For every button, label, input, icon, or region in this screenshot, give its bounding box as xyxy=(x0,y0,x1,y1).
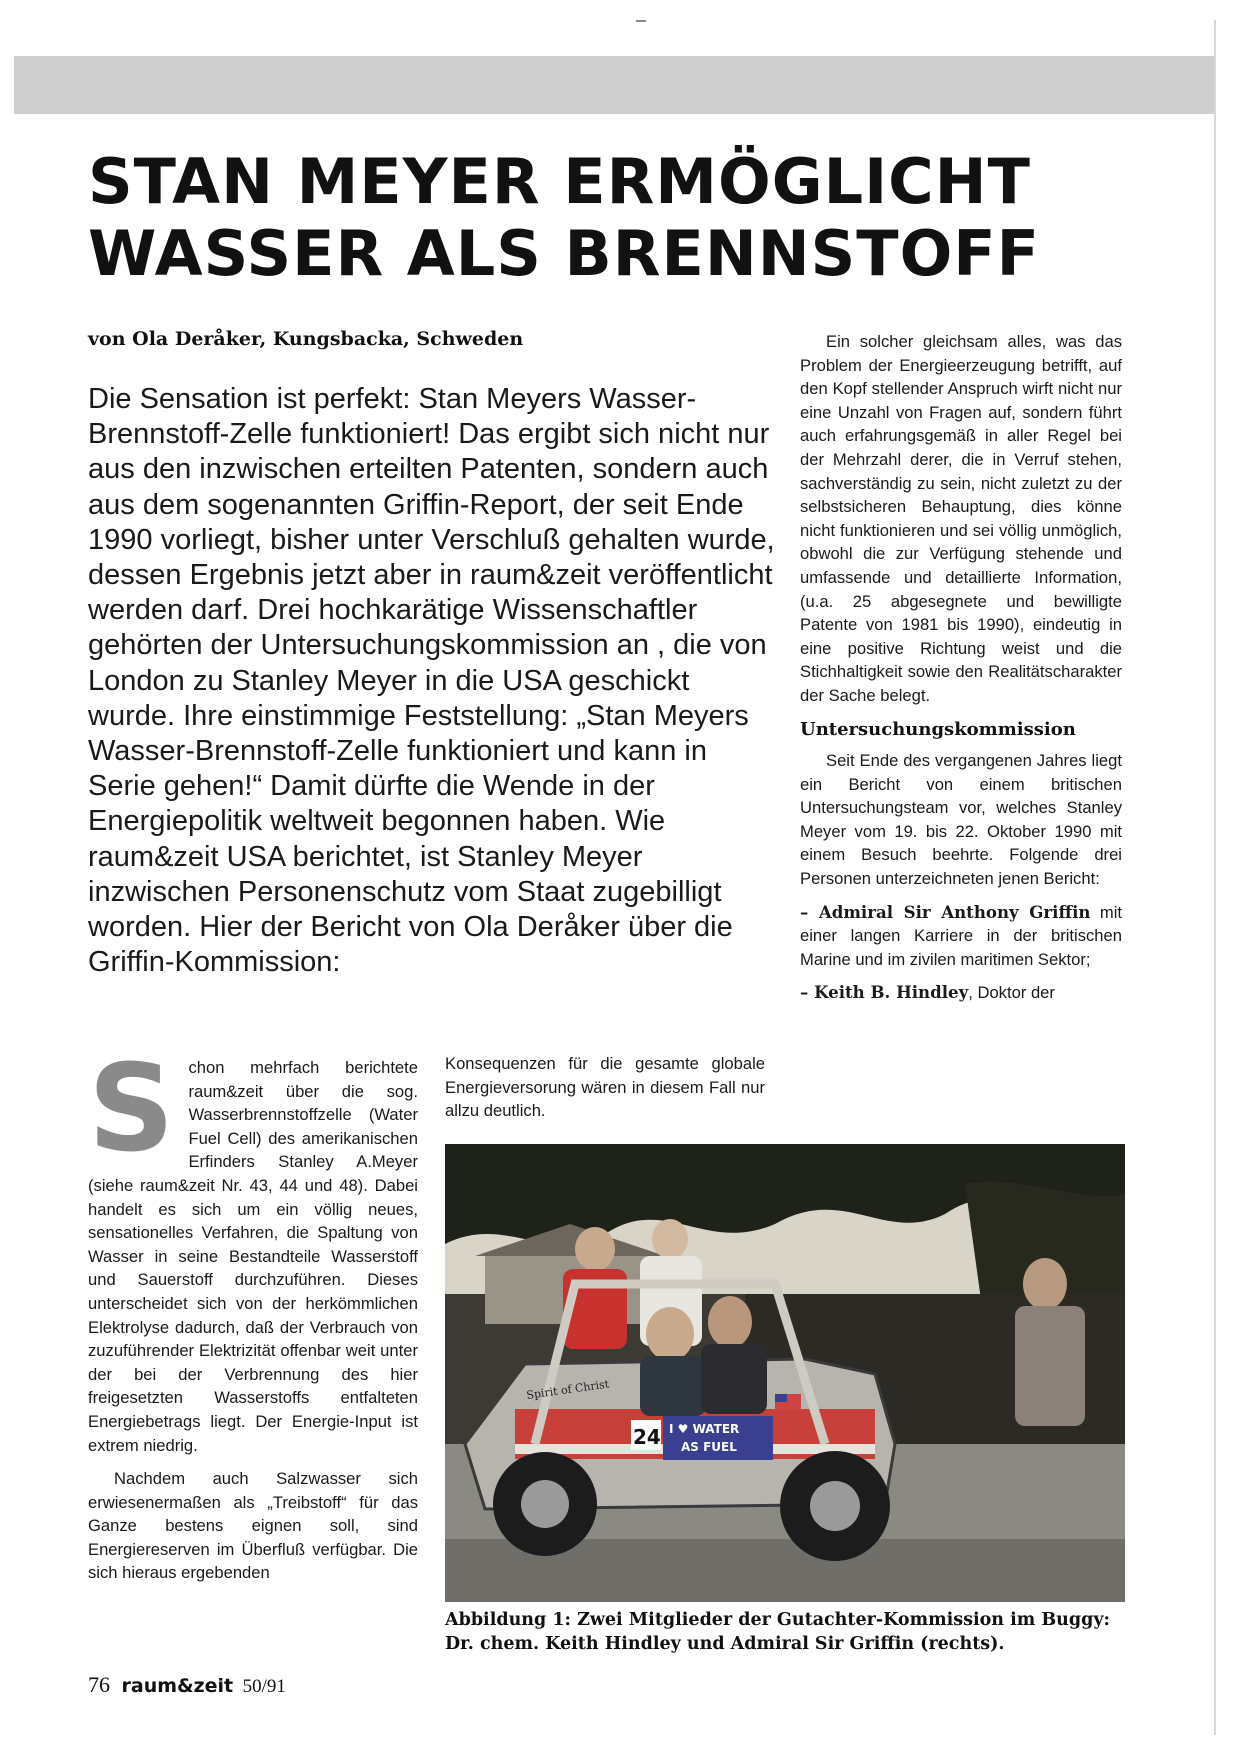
author-byline: von Ola Deråker, Kungsbacka, Schweden xyxy=(88,328,524,350)
issue-number: 50/91 xyxy=(242,1676,286,1697)
magazine-logo: raum&zeit xyxy=(121,1675,234,1697)
body-column-1 xyxy=(88,1040,418,1595)
lead-paragraph: Die Sensation ist perfekt: Stan Meyers Wasser-Brennstoff-Zelle funktioniert! Das ergibt sich nicht nur aus den inzwischen erteilten Patenten, sondern auch aus dem sogenannten Griffin-Report, der seit Ende 1990 vorliegt, bisher unter Verschluß gehalten wurde, dessen Ergebnis jetzt aber in raum&zeit veröffentlicht werden darf. Drei hochkarätige Wissenschaftler gehörten der Untersuchungskommission an , die von London zu Stanley Meyer in die USA geschickt wurde. Ihre einstimmige Feststellung: „Stan Meyers Wasser-Brennstoff-Zelle funktioniert und kann in Serie gehen!“ Damit dürfte die Wende in der Energiepolitik weltweit begonnen haben. Wie raum&zeit USA berichtet, ist Stanley Meyer inzwischen Personenschutz vom Staat zugebilligt worden. Hier der Bericht von Ola Deråker über die Griffin-Kommission: xyxy=(88,383,775,979)
section-heading: Untersuchungskommission xyxy=(800,718,1076,740)
sticker-line-1: I ♥ WATER xyxy=(669,1422,740,1436)
headline-line-2: WASSER ALS BRENNSTOFF xyxy=(88,217,1040,290)
column-3-paragraph-1: Ein solcher gleichsam alles, was das Problem der Energieerzeugung betrifft, auf den Kopf stellender Anspruch wirft nicht nur eine Unzahl von Fragen auf, sondern führt auch erfahrungsgemäß in aller Regel bei der Mehrzahl derer, die in Verruf stehen, sachverständig zu sein, nicht zuletzt zu der selbstsicheren Behauptung, dies könne nicht funktionieren und sei völlig unmöglich, obwohl die zur Verfügung stehende und umfassende und detaillierte Information, (u.a. 25 abgesegnete und bewilligte Patente von 1981 bis 1990), eindeutig in eine positive Richtung weist und die Stichhaltigkeit sowie den Realitätscharakter der Sache belegt. xyxy=(800,332,1122,705)
top-mark xyxy=(636,20,646,22)
body-column-3 xyxy=(800,330,1122,1015)
headline-line-1: STAN MEYER ERMÖGLICHT xyxy=(88,145,1031,218)
member-text-2: , Doktor der xyxy=(968,983,1055,1003)
article-headline xyxy=(88,146,1148,290)
column-2-paragraph-1: Konsequenzen für die gesamte globale Energieversorung wären in diesem Fall nur allzu deutlich. xyxy=(445,1054,765,1121)
member-text-1: mit einer langen Karriere in der britischen Marine und im zivilen maritimen Sektor; xyxy=(800,902,1122,969)
buggy-photo xyxy=(445,1144,1125,1602)
member-item-2 xyxy=(800,981,1122,1005)
column-3-paragraph-2: Seit Ende des vergangenen Jahres liegt ein Bericht von einem britischen Untersuchungsteam vor, welches Stanley Meyer vom 19. bis 22. Oktober 1990 mit einem Besuch beehrte. Folgende drei Personen unterzeichneten jenen Bericht: xyxy=(800,751,1122,889)
page-edge-rule xyxy=(1214,20,1216,1735)
drop-cap: S xyxy=(88,1040,175,1179)
buggy-number: 24 xyxy=(633,1425,661,1449)
page-number: 76 xyxy=(88,1672,110,1697)
column-1-paragraph-2: Nachdem auch Salzwasser sich erwiesenermaßen als „Treibstoff“ für das Ganze bestens eignen soll, sind Energiereserven im Überfluß verfügbar. Die sich hieraus ergebenden xyxy=(88,1469,418,1583)
column-1-paragraph-1 xyxy=(88,1040,418,1457)
body-column-2 xyxy=(445,1052,765,1133)
buggy-side-text: Spirit of Christ xyxy=(525,1377,610,1402)
column-1-text-1: chon mehrfach berichtete raum&zeit über die sog. Wasserbrennstoffzelle (Water Fuel Cell) des amerikanischen Erfinders Stanley A.Meyer (siehe raum&zeit Nr. 43, 44 und 48). Dabei handelt es sich um ein völlig neues, sensationelles Verfahren, die Spaltung von Wasser in seine Bestandteile Wasserstoff und Sauerstoff durchzuführen. Dieses unterscheidet sich von der herkömmlichen Elektrolyse dadurch, daß der Verbrauch von zuzuführender Elektrizität offenbar weit unter der bei der Verbrennung des hier freigesetzten Wasserstoffs entfalteten Energiebetrags liegt. Der Energie-Input ist extrem niedrig. xyxy=(88,1058,418,1455)
member-item-1 xyxy=(800,901,1122,972)
member-name-2: – Keith B. Hindley xyxy=(800,982,969,1003)
header-band xyxy=(14,56,1214,114)
member-name-1: – Admiral Sir Anthony Griffin xyxy=(800,901,1091,922)
photo-caption: Abbildung 1: Zwei Mitglieder der Gutachter-Kommission im Buggy: Dr. chem. Keith Hindley und Admiral Sir Griffin (rechts). xyxy=(445,1610,1110,1654)
page-footer xyxy=(88,1672,286,1698)
sticker-line-2: AS FUEL xyxy=(681,1440,737,1454)
